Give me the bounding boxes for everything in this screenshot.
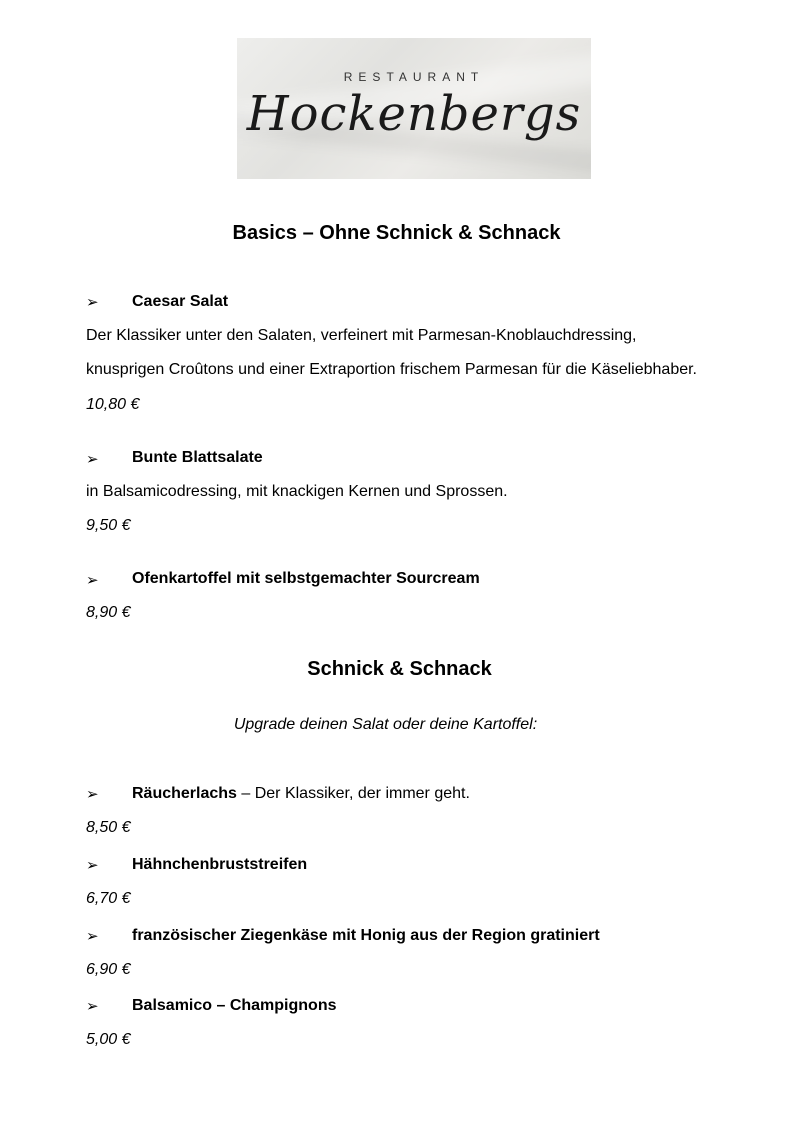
section-subtitle-upgrade: Upgrade deinen Salat oder deine Kartoffel: xyxy=(233,716,538,733)
logo-restaurant-text: RESTAURANT xyxy=(343,70,485,84)
bullet-icon: ➢ xyxy=(86,928,99,945)
item-name-bunte-blattsalate: Bunte Blattsalate xyxy=(132,449,263,466)
bullet-icon: ➢ xyxy=(86,451,99,468)
item-price-raeucherlachs: 8,50 € xyxy=(86,819,131,836)
item-name-ziegenkaese: französischer Ziegenkäse mit Honig aus der Region gratiniert xyxy=(132,927,600,944)
item-price-ziegenkaese: 6,90 € xyxy=(86,961,131,978)
restaurant-logo xyxy=(237,38,591,179)
item-price-balsamico-champignons: 5,00 € xyxy=(86,1031,131,1048)
section-title-schnick-schnack: Schnick & Schnack xyxy=(307,658,492,680)
bullet-icon: ➢ xyxy=(86,857,99,874)
bullet-icon: ➢ xyxy=(86,572,99,589)
item-name-raeucherlachs xyxy=(132,785,470,803)
item-name-caesar-salat: Caesar Salat xyxy=(132,293,229,310)
bullet-icon: ➢ xyxy=(86,786,99,803)
bullet-icon: ➢ xyxy=(86,998,99,1015)
item-price-caesar-salat: 10,80 € xyxy=(86,396,140,413)
section-title-basics: Basics – Ohne Schnick & Schnack xyxy=(232,222,561,244)
logo-name-script: Hockenbergs xyxy=(246,86,582,142)
item-desc-caesar-salat-line2: knusprigen Croûtons und einer Extraportion frischem Parmesan für die Käseliebhaber. xyxy=(86,361,697,378)
item-name-raeucherlachs-bold: Räucherlachs xyxy=(132,785,237,802)
item-desc-raeucherlachs: – Der Klassiker, der immer geht. xyxy=(236,785,470,802)
item-desc-caesar-salat-line1: Der Klassiker unter den Salaten, verfeinert mit Parmesan-Knoblauchdressing, xyxy=(86,327,637,344)
item-name-haehnchenbruststreifen: Hähnchenbruststreifen xyxy=(132,856,308,873)
item-name-ofenkartoffel: Ofenkartoffel mit selbstgemachter Sourcream xyxy=(132,570,480,587)
item-desc-bunte-blattsalate: in Balsamicodressing, mit knackigen Kernen und Sprossen. xyxy=(86,483,508,500)
item-name-balsamico-champignons: Balsamico – Champignons xyxy=(132,997,337,1014)
item-price-haehnchenbruststreifen: 6,70 € xyxy=(86,890,131,907)
item-price-bunte-blattsalate: 9,50 € xyxy=(86,517,131,534)
item-price-ofenkartoffel: 8,90 € xyxy=(86,604,131,621)
bullet-icon: ➢ xyxy=(86,294,99,311)
